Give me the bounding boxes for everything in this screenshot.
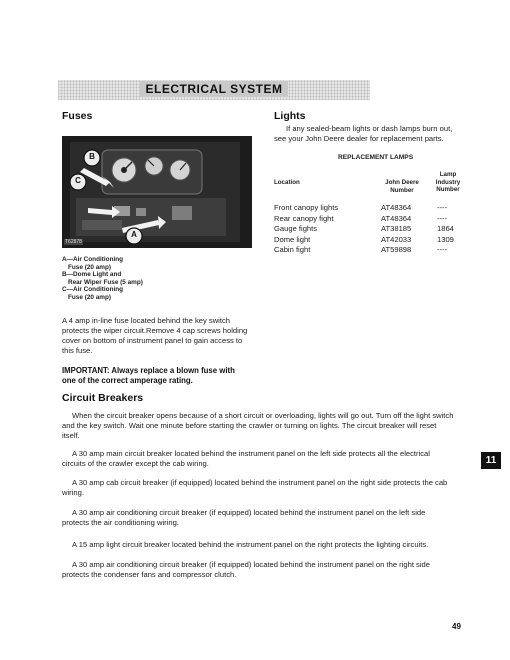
table-row xyxy=(274,245,474,256)
text-line: wiring. xyxy=(62,488,84,497)
caption-line: Fuse (20 amp) xyxy=(68,293,111,301)
cell-location: Front canopy lights xyxy=(274,203,339,212)
text-line: A 30 amp air conditioning circuit breaker (if equipped) located behind the instrument panel on the left side xyxy=(72,508,426,517)
col-header-line: John Deere xyxy=(385,179,419,186)
cell-jd-number: AT48364 xyxy=(381,203,412,212)
photo-code: T62878 xyxy=(65,239,82,245)
cell-jd-number: AT48364 xyxy=(381,213,412,223)
text-line: cover on bottom of instrument panel to gain access to xyxy=(62,336,243,345)
col-header-line: Lamp xyxy=(439,171,457,178)
callout-b: B xyxy=(89,152,95,161)
cell-industry-number: 1864 xyxy=(437,224,454,233)
fuse-panel-photo xyxy=(62,136,252,248)
breakers-paragraph-6 xyxy=(62,560,482,580)
section-tab-marker: 11 xyxy=(481,452,501,469)
breakers-paragraph-5 xyxy=(62,540,482,550)
table-row xyxy=(274,235,474,246)
col-header-industry xyxy=(430,171,466,194)
section-title: ELECTRICAL SYSTEM xyxy=(58,82,370,96)
cell-location: Rear canopy fight xyxy=(274,213,334,223)
text-line: protects the condenser fans and compressor clutch. xyxy=(62,570,237,579)
caption-line: B—Dome Light and xyxy=(62,271,122,279)
breakers-paragraph-2 xyxy=(62,449,482,469)
page-number: 49 xyxy=(452,622,461,631)
text-line: If any sealed-beam lights or dash lamps burn out, xyxy=(286,124,453,133)
text-line: see your John Deere dealer for replacement parts. xyxy=(274,134,444,143)
text-line: A 30 amp cab circuit breaker (if equipped) located behind the instrument panel on the right side protects the cab xyxy=(72,478,448,487)
fuse-caption xyxy=(62,256,252,302)
table-title: REPLACEMENT LAMPS xyxy=(338,154,414,161)
circuit-breakers-heading: Circuit Breakers xyxy=(62,392,144,404)
callout-c: C xyxy=(75,176,81,185)
text-line: A 30 amp main circuit breaker located behind the instrument panel on the left side protects all the electrical xyxy=(72,449,430,458)
text-line: A 30 amp air conditioning circuit breaker (if equipped) located behind the instrument panel on the right side xyxy=(72,560,430,569)
text-line: and the key switch. Wait one minute before starting the crawler or turning on lights. The circuit breaker will reset xyxy=(62,421,437,430)
text-line: circuits of the crawler except the cab wiring. xyxy=(62,459,209,468)
breakers-paragraph-4 xyxy=(62,508,482,528)
cell-location: Gauge fights xyxy=(274,224,318,233)
table-row xyxy=(274,224,474,235)
caption-line: A—Air Conditioning xyxy=(62,256,124,263)
text-line: one of the correct amperage rating. xyxy=(62,376,193,385)
caption-line: Rear Wiper Fuse (5 amp) xyxy=(68,278,143,286)
lights-intro xyxy=(274,124,486,144)
table-row xyxy=(274,203,474,214)
callout-a: A xyxy=(131,230,137,239)
col-header-jd xyxy=(380,179,424,194)
col-header-line: Number xyxy=(390,186,414,194)
breakers-paragraph-1 xyxy=(62,411,482,441)
fuse-paragraph xyxy=(62,316,262,356)
fuses-heading: Fuses xyxy=(62,110,93,122)
cell-location: Cabin fight xyxy=(274,245,311,254)
breakers-paragraph-3 xyxy=(62,478,482,498)
cell-industry-number: ---- xyxy=(437,203,448,212)
text-line: protects the wiper circuit.Remove 4 cap screws holding xyxy=(62,326,248,335)
text-line: A 4 amp in-line fuse located behind the key switch xyxy=(62,316,231,325)
table-row xyxy=(274,214,474,225)
cell-jd-number: AT38185 xyxy=(381,224,412,233)
col-header-location: Location xyxy=(274,179,300,186)
text-line: itself. xyxy=(62,431,80,440)
important-note xyxy=(62,366,262,386)
text-line: this fuse. xyxy=(62,346,93,355)
col-header-line: Industry xyxy=(435,178,461,186)
text-line: IMPORTANT: Always replace a blown fuse with xyxy=(62,366,235,375)
cell-industry-number: ---- xyxy=(437,213,448,223)
lights-heading: Lights xyxy=(274,110,306,122)
cell-location: Dome light xyxy=(274,234,311,244)
lamp-table-body xyxy=(274,203,474,256)
cell-jd-number: AT59898 xyxy=(381,245,412,254)
cell-industry-number: 1309 xyxy=(437,234,454,244)
section-header-band xyxy=(58,80,370,100)
text-line: protects the air conditioning wiring. xyxy=(62,518,179,527)
caption-line: C—Air Conditioning xyxy=(62,286,124,294)
text-line: A 15 amp light circuit breaker located behind the instrument panel on the right protects the lighting circuits. xyxy=(72,540,429,549)
col-header-line: Number xyxy=(436,186,460,193)
cell-jd-number: AT42033 xyxy=(381,234,412,244)
text-line: When the circuit breaker opens because of a short circuit or overloading, lights will go out. Turn off the light switch xyxy=(72,411,454,420)
cell-industry-number: ---- xyxy=(437,245,448,254)
caption-line: Fuse (20 amp) xyxy=(68,263,111,271)
